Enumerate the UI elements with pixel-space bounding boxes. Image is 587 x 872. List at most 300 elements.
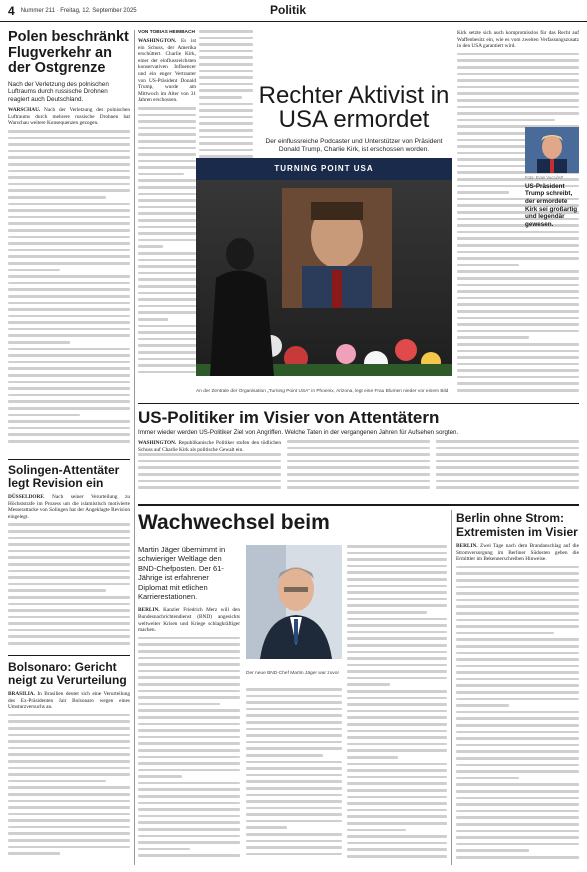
text-line [347, 835, 447, 838]
trump-photo [525, 127, 579, 173]
text-line [347, 558, 447, 561]
text-line [347, 690, 447, 693]
text-line [457, 389, 579, 392]
text-line [347, 743, 447, 746]
berlin-body [456, 543, 579, 563]
text-line [138, 676, 240, 679]
text-line [8, 556, 130, 559]
text-line [199, 63, 253, 66]
text-line [287, 453, 430, 456]
text-line [456, 704, 509, 707]
text-line [138, 808, 240, 811]
text-line [456, 684, 579, 687]
text-line [347, 664, 447, 667]
poland-title: Polen beschränkt Flugverkehr an der Ostgrenze [8, 30, 129, 76]
text-line [436, 440, 579, 443]
text-line [199, 56, 253, 59]
text-line [8, 740, 130, 743]
text-line [456, 816, 579, 819]
poland-body [8, 107, 130, 127]
text-line [8, 374, 130, 377]
text-line [8, 170, 130, 173]
text-line [246, 701, 342, 704]
bolsonaro-body [8, 691, 130, 711]
text-line [456, 619, 579, 622]
text-line [8, 570, 130, 573]
text-line [8, 348, 130, 351]
text-line [287, 486, 430, 489]
text-line [457, 99, 579, 102]
text-line [347, 789, 447, 792]
text-line [138, 815, 240, 818]
text-line [457, 73, 579, 76]
text-line [456, 678, 579, 681]
text-line [8, 236, 130, 239]
text-line [8, 414, 80, 417]
text-line [8, 381, 130, 384]
text-line [456, 592, 579, 595]
kirk-body-start: Es ist ein Schuss, der Amerika erschüttert. Charlie Kirk, einer der einflussreichsten konservativen Influencer und ein enger Vertrauter von US-Präsident Donald Trump, wurde am Mittwoch im Alter von 31 Jahren erschossen. [138, 38, 196, 104]
solingen-dateline: DÜSSELDORF. [8, 494, 45, 500]
text-line [8, 143, 130, 146]
text-line [8, 550, 130, 553]
text-line [347, 571, 447, 574]
text-line [347, 769, 447, 772]
text-line [246, 826, 287, 829]
text-line [138, 670, 240, 673]
text-line [138, 232, 196, 235]
text-line [138, 703, 220, 706]
text-line [8, 433, 130, 436]
text-line [246, 734, 342, 737]
text-line [8, 609, 130, 612]
solingen-body-text-lines [8, 523, 130, 644]
text-line [199, 70, 253, 73]
text-line [8, 321, 130, 324]
attentaeter-body [138, 440, 281, 453]
section-title: Politik [270, 3, 307, 17]
text-line [199, 116, 253, 119]
text-line [457, 336, 529, 339]
kirk-headline-block [256, 84, 452, 154]
text-line [199, 83, 253, 86]
text-line [436, 453, 579, 456]
text-line [246, 787, 342, 790]
text-line [347, 683, 390, 686]
text-line [199, 50, 253, 53]
text-line [8, 269, 60, 272]
text-line [457, 323, 579, 326]
kirk-title: Rechter Aktivist in USA ermordet [258, 84, 450, 133]
text-line [199, 43, 253, 46]
text-line [8, 150, 130, 153]
text-line [8, 156, 130, 159]
column-divider [451, 510, 452, 865]
text-line [347, 802, 447, 805]
text-line [246, 728, 342, 731]
text-line [199, 142, 253, 145]
text-line [457, 257, 579, 260]
text-line [347, 763, 447, 766]
kirk-body-text-lines [138, 107, 196, 373]
text-line [8, 537, 130, 540]
text-line [436, 447, 579, 450]
text-line [287, 460, 430, 463]
text-line [347, 585, 447, 588]
text-line [456, 638, 579, 641]
text-line [138, 657, 240, 660]
text-line [457, 290, 579, 293]
text-line [138, 683, 240, 686]
text-line [8, 753, 130, 756]
text-line [457, 297, 579, 300]
text-line [246, 807, 342, 810]
text-line [8, 354, 130, 357]
text-line [456, 717, 579, 720]
text-line [138, 285, 196, 288]
text-line [8, 826, 130, 829]
kirk-photo [196, 158, 452, 376]
text-line [138, 802, 240, 805]
text-line [347, 815, 447, 818]
text-line [8, 302, 130, 305]
trump-quote: US-Präsident Trump schreibt, der ermordete Kirk sei großartig und legendär gewesen. [525, 182, 578, 228]
text-line [8, 852, 60, 855]
bolsonaro-title: Bolsonaro: Gericht neigt zu Verurteilung [8, 661, 127, 687]
text-line [246, 780, 342, 783]
text-line [199, 122, 253, 125]
text-line [457, 350, 579, 353]
text-line [246, 754, 323, 757]
text-line [138, 127, 196, 130]
text-line [8, 734, 130, 737]
text-line [246, 813, 342, 816]
text-line [138, 325, 196, 328]
poland-body-text-lines [8, 130, 130, 443]
text-line [287, 440, 430, 443]
kirk-photo-caption: An der Zentrale der Organisation „Turning Point USA“ in Phoenix, Arizona, legt eine Frau Blumen nieder vor einem Bild [196, 389, 449, 394]
text-line [8, 216, 130, 219]
text-line [138, 690, 240, 693]
memorial-photo-illustration [196, 158, 452, 376]
text-line [138, 749, 240, 752]
bnd-teaser: Martin Jäger übernimmt in schwieriger Weltlage den BND-Chefposten. Der 61-Jährige ist erfahrener Diplomat mit etlichen Karrierestationen. [138, 545, 226, 602]
kirk-photo-banner: TURNING POINT USA [274, 164, 374, 173]
text-line [138, 828, 240, 831]
berlin-body-start: Zwei Tage nach dem Brandanschlag auf die Stromversorgung im Berliner Südosten geben die Ermittler im Bekennerschreiben Hinweise. [456, 543, 579, 563]
text-line [457, 382, 579, 385]
text-line [138, 331, 196, 334]
kirk-body [138, 38, 196, 104]
text-line [199, 103, 253, 106]
text-line [138, 841, 240, 844]
text-line [456, 764, 579, 767]
text-line [246, 761, 342, 764]
text-line [8, 800, 130, 803]
text-line [8, 832, 130, 835]
article-attentaeter [138, 408, 579, 500]
text-line [287, 466, 430, 469]
text-line [8, 341, 70, 344]
bnd-body-start: Kanzler Friedrich Merz will den Bundesnachrichtendienst (BND) angesichts weltweiter Krisen und Kriege schlagkräftiger machen. [138, 607, 240, 634]
text-line [8, 589, 106, 592]
text-line [456, 790, 579, 793]
text-line [138, 453, 281, 456]
text-line [457, 59, 579, 62]
berlin-body-text-lines [456, 566, 579, 859]
bnd-right-column [347, 545, 447, 865]
text-line [138, 245, 163, 248]
text-line [138, 709, 240, 712]
text-line [8, 642, 130, 645]
text-line [347, 776, 447, 779]
bolsonaro-body-start: In Brasilien deutet sich eine Verurteilung des Ex-Präsidenten Jair Bolsonaro wegen eines Umsturzversuchs an. [8, 691, 130, 711]
text-line [8, 583, 130, 586]
text-line [8, 813, 130, 816]
text-line [138, 147, 196, 150]
text-line [138, 226, 196, 229]
bnd-body [138, 607, 240, 633]
text-line [457, 363, 579, 366]
text-line [138, 114, 196, 117]
text-line [8, 846, 130, 849]
text-line [456, 849, 529, 852]
text-line [8, 367, 130, 370]
text-line [456, 625, 579, 628]
text-line [138, 696, 240, 699]
text-line [436, 466, 579, 469]
text-line [246, 695, 342, 698]
text-line [138, 364, 196, 367]
text-line [138, 729, 240, 732]
text-line [246, 688, 342, 691]
text-line [138, 265, 196, 268]
text-line [138, 762, 240, 765]
text-line [138, 153, 196, 156]
attentaeter-body-text-lines [436, 440, 579, 489]
text-line [138, 756, 240, 759]
text-line [8, 130, 130, 133]
bnd-title-block [138, 508, 450, 542]
text-line [246, 747, 342, 750]
solingen-body-start: Nach seiner Verurteilung zu Höchststrafe im Prozess um die islamistisch motivierte Messerattacke von Solingen hat der Angeklagte Revision eingelegt. [8, 494, 130, 520]
text-line [8, 183, 130, 186]
text-line [456, 599, 579, 602]
text-line [199, 37, 253, 40]
text-line [246, 820, 342, 823]
text-line [199, 76, 253, 79]
text-line [138, 466, 281, 469]
bolsonaro-body-text-lines [8, 714, 130, 855]
text-line [456, 671, 579, 674]
text-line [246, 741, 342, 744]
text-line [8, 616, 130, 619]
text-line [456, 724, 579, 727]
text-line [457, 119, 555, 122]
text-line [347, 855, 447, 858]
text-line [138, 788, 240, 791]
text-line [347, 796, 447, 799]
trump-photo-credit: Foto: Evan Vucci/AP [525, 175, 564, 180]
text-line [456, 757, 579, 760]
text-line [8, 576, 130, 579]
text-line [347, 749, 447, 752]
berlin-title: Berlin ohne Strom: Extremisten im Visier [456, 512, 578, 539]
text-line [457, 356, 579, 359]
text-line [138, 252, 196, 255]
text-line [457, 284, 579, 287]
trump-caption-block [525, 175, 579, 245]
text-line [456, 652, 579, 655]
text-line [8, 308, 130, 311]
bnd-body-text-lines [138, 637, 240, 857]
solingen-title: Solingen-Attentäter legt Revision ein [8, 464, 120, 490]
text-line [347, 822, 447, 825]
text-line [8, 819, 130, 822]
text-line [456, 632, 554, 635]
text-line [138, 486, 281, 489]
trump-portrait-illustration [525, 127, 579, 173]
text-line [456, 698, 579, 701]
text-line [246, 853, 342, 856]
text-line [456, 750, 579, 753]
text-line [138, 769, 240, 772]
text-line [347, 552, 447, 555]
text-line [457, 270, 579, 273]
text-line [246, 846, 342, 849]
jaeger-portrait-illustration [246, 545, 342, 659]
text-line [8, 176, 130, 179]
attentaeter-body-text-lines [138, 453, 281, 489]
text-line [138, 186, 196, 189]
text-line [8, 563, 130, 566]
text-line [456, 843, 579, 846]
text-line [456, 605, 579, 608]
attentaeter-subtitle: Immer wieder werden US-Politiker Ziel von Angriffen. Welche Taten in der vergangenen Jahren für Aufsehen sorgten. [138, 429, 459, 436]
text-line [347, 842, 447, 845]
text-line [8, 622, 130, 625]
text-line [8, 209, 130, 212]
text-line [347, 624, 447, 627]
text-line [287, 447, 430, 450]
text-line [456, 803, 579, 806]
text-line [8, 262, 130, 265]
poland-body-start: Nach der Verletzung des polnischen Luftraums durch mehrere russische Drohnen hat Warschau weitere Konsequenzen gezogen. [8, 107, 130, 127]
text-line [456, 612, 579, 615]
bnd-dateline: BERLIN. [138, 607, 160, 614]
text-line [8, 629, 130, 632]
text-line [138, 460, 281, 463]
text-line [457, 369, 579, 372]
text-line [8, 523, 130, 526]
text-line [138, 643, 240, 646]
text-line [246, 840, 342, 843]
text-line [246, 767, 342, 770]
text-line [199, 129, 253, 132]
text-line [456, 645, 579, 648]
text-line [246, 721, 342, 724]
text-line [347, 657, 447, 660]
text-line [8, 420, 130, 423]
text-line [138, 160, 196, 163]
text-line [456, 737, 579, 740]
text-line [457, 66, 579, 69]
text-line [138, 358, 196, 361]
text-line [138, 473, 281, 476]
text-line [456, 823, 579, 826]
text-line [457, 79, 579, 82]
text-line [347, 848, 447, 851]
text-line [138, 140, 196, 143]
divider [138, 504, 579, 506]
kirk-dateline: WASHINGTON. [138, 38, 177, 44]
article-bolsonaro [8, 661, 130, 867]
text-line [347, 644, 447, 647]
text-line [138, 663, 240, 666]
text-line [246, 800, 342, 803]
text-line [347, 697, 447, 700]
text-line [8, 773, 130, 776]
text-line [199, 96, 242, 99]
attentaeter-body-start: Republikanische Politiker stufen den tödlichen Schuss auf Charlie Kirk als politische Gewalt ein. [138, 440, 281, 453]
bnd-body-text-lines [347, 545, 447, 858]
bolsonaro-dateline: BRASILIA. [8, 691, 35, 697]
text-line [8, 328, 130, 331]
text-line [8, 387, 130, 390]
text-line [347, 730, 447, 733]
text-line [456, 731, 579, 734]
kirk-subtitle: Der einflussreiche Podcaster und Unterstützer von Präsident Donald Trump, Charlie Kirk, ist erschossen worden. [265, 138, 443, 153]
attentaeter-dateline: WASHINGTON. [138, 440, 177, 446]
attentaeter-columns [138, 440, 579, 493]
text-line [246, 774, 342, 777]
text-line [138, 278, 196, 281]
text-line [457, 277, 579, 280]
text-line [457, 53, 579, 56]
text-line [8, 603, 130, 606]
text-line [8, 786, 130, 789]
poland-teaser: Nach der Verletzung des polnischen Luftraums durch russische Drohnen reagiert auch Deutschland. [8, 80, 109, 103]
text-line [138, 259, 196, 262]
text-line [138, 736, 240, 739]
bnd-photo [246, 545, 342, 659]
text-line [347, 565, 447, 568]
text-line [8, 229, 130, 232]
text-line [347, 829, 406, 832]
text-line [456, 770, 579, 773]
text-line [138, 835, 240, 838]
text-line [8, 767, 130, 770]
text-line [8, 543, 130, 546]
text-line [436, 473, 579, 476]
text-line [199, 136, 253, 139]
text-line [456, 586, 579, 589]
text-line [347, 598, 447, 601]
text-line [8, 394, 130, 397]
text-line [8, 137, 130, 140]
text-line [8, 255, 130, 258]
text-line [8, 163, 130, 166]
kirk-author: VON TOBIAS HEIMBACH [138, 30, 195, 35]
text-line [8, 806, 130, 809]
text-line [456, 836, 579, 839]
text-line [8, 288, 130, 291]
article-solingen [8, 464, 130, 652]
solingen-body [8, 494, 130, 520]
text-line [138, 206, 196, 209]
text-line [347, 756, 398, 759]
text-line [138, 219, 196, 222]
